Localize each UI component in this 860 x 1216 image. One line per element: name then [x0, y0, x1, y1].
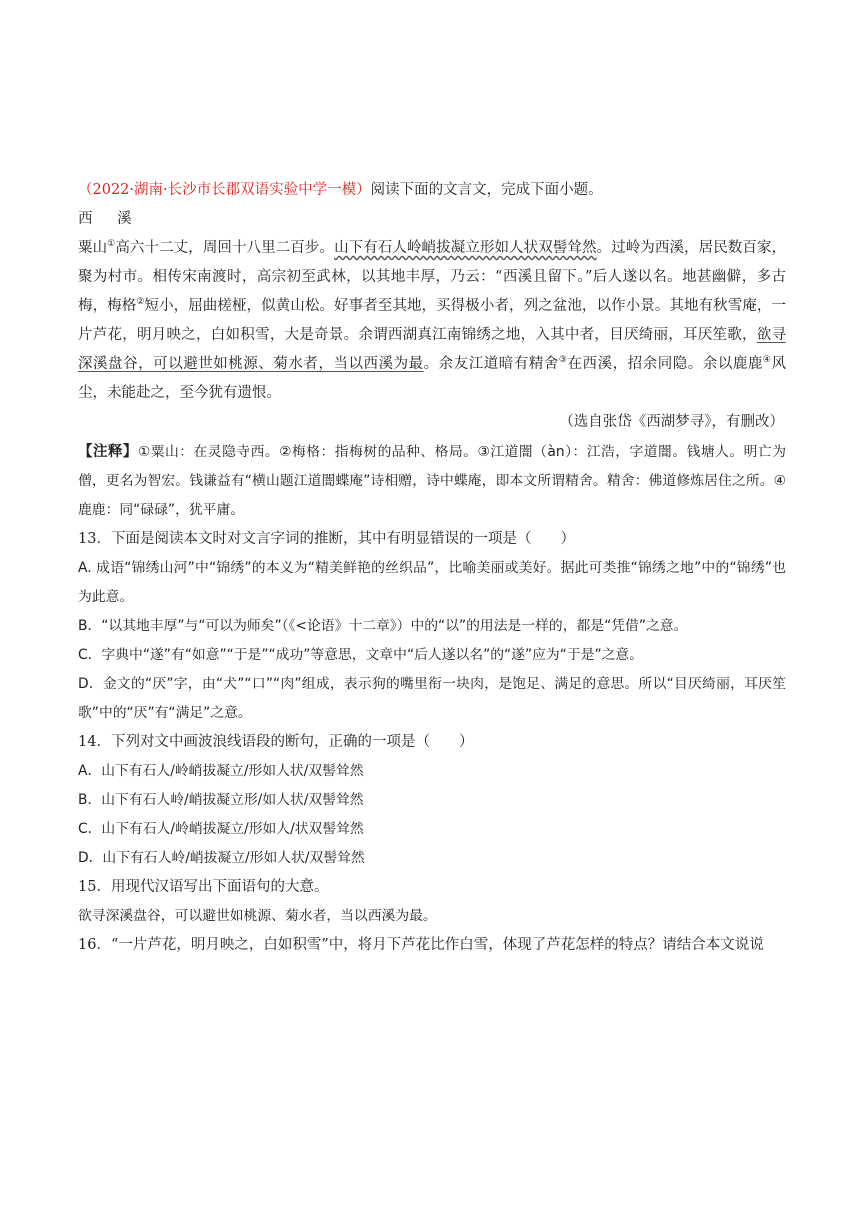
q16-stem: 16．“一片芦花，明月映之，白如积雪”中，将月下芦花比作白雪，体现了芦花怎样的特点？请结合本文说说 [78, 937, 764, 953]
passage-text: 。过岭为西溪，居民数百家，聚为村市。相传宋南渡时，高宗初至武林，以其地丰厚，乃云：“西溪且留下。”后人遂以名。地甚幽僻，多古梅，梅格 [78, 240, 787, 314]
passage-text: 高六十二丈，周回十八里二百步。 [115, 240, 335, 256]
q14-option-d: D．山下有石人岭/峭拔凝立/形如人状/双髻耸然 [78, 850, 365, 866]
passage-title: 西 溪 [78, 211, 142, 227]
passage-text: 风尘，未能赴之，至今犹有遗恨。 [78, 356, 787, 401]
q14-option-a: A．山下有石人/岭峭拔凝立/形如人状/双髻耸然 [78, 763, 364, 779]
instruction-text: 阅读下面的文言文，完成下面小题。 [370, 182, 603, 198]
passage-text: 短小，屈曲槎桠，似黄山松。好事者至其地，买得极小者，列之盆池，以作小景。其地有秋雪庵，一片芦花，明月映之，白如积雪，大是奇景。余谓西湖真江南锦绣之地，入其中者，目厌绮丽，耳厌笙歌， [78, 298, 786, 343]
passage-text: 在西溪，招余同隐。余以鹿鹿 [567, 356, 763, 372]
q13-option-c: C．字典中“遂”有“如意”“于是”“成功”等意思，文章中“后人遂以名”的“遂”应为“于是”之意。 [78, 647, 643, 663]
q13-option-d: D．金文的“厌”字，由“犬”“口”“肉”组成，表示狗的嘴里衔一块肉，是饱足、满足的意思。所以“目厌绮丽，耳厌笙歌”中的“厌”有“满足”之意。 [78, 676, 786, 721]
notes [78, 437, 786, 525]
document-page [78, 176, 786, 960]
question-header [78, 176, 786, 205]
q14-option-b: B．山下有石人岭/峭拔凝立形/如人状/双髻耸然 [78, 792, 364, 808]
footnote-marker: ② [136, 297, 145, 308]
footnote-marker: ① [107, 239, 116, 250]
q15-stem: 15．用现代汉语写出下面语句的大意。 [78, 879, 329, 895]
wavy-underlined-text: 山下有石人岭峭拔凝立形如人状双髻耸然 [334, 240, 597, 256]
footnote-marker: ④ [762, 355, 772, 366]
q13-stem: 13．下面是阅读本文时对文言字词的推断，其中有明显错误的一项是（ ） [78, 531, 575, 547]
notes-label: 【注释】 [78, 443, 138, 460]
q13-option-a: A. 成语“锦绣山河”中“锦绣”的本义为“精美鲜艳的丝织品”，比喻美丽或美好。据此可类推“锦绣之地”中的“锦绣”也为此意。 [78, 560, 786, 605]
footnote-marker: ③ [558, 355, 568, 366]
underlined-text: 欲寻深溪盘谷，可以避世如桃源、菊水者，当以西溪为最 [78, 327, 787, 372]
q13-option-b: B．“以其地丰厚”与“可以为师矣”（《<论语》十二章》）中的“以”的用法是一样的，都是“凭借”之意。 [78, 618, 688, 634]
source-label: （2022·湖南·长沙市长郡双语实验中学一模） [78, 182, 371, 198]
passage-text: 粟山 [78, 240, 108, 256]
notes-text: ①粟山：在灵隐寺西。②梅格：指梅树的品种、格局。③江道闇（àn）：江浩，字道闇。钱塘人。明亡为僧，更名为智宏。钱谦益有“横山题江道闇蝶庵”诗相赠，诗中蝶庵，即本文所谓精舍。精舍：佛道修炼居住之所。④鹿鹿：同“碌碌”，犹平庸。 [78, 444, 786, 518]
q14-stem: 14．下列对文中画波浪线语段的断句，正确的一项是（ ） [78, 734, 474, 750]
passage-text: 。余友江道暗有精舍 [423, 356, 559, 372]
q15-sentence: 欲寻深溪盘谷，可以避世如桃源、菊水者，当以西溪为最。 [78, 908, 437, 924]
citation: （选自张岱《西湖梦寻》，有删改） [559, 414, 784, 430]
q14-option-c: C．山下有石人/岭峭拔凝立/形如人/状双髻耸然 [78, 821, 364, 837]
passage-body [78, 234, 786, 408]
